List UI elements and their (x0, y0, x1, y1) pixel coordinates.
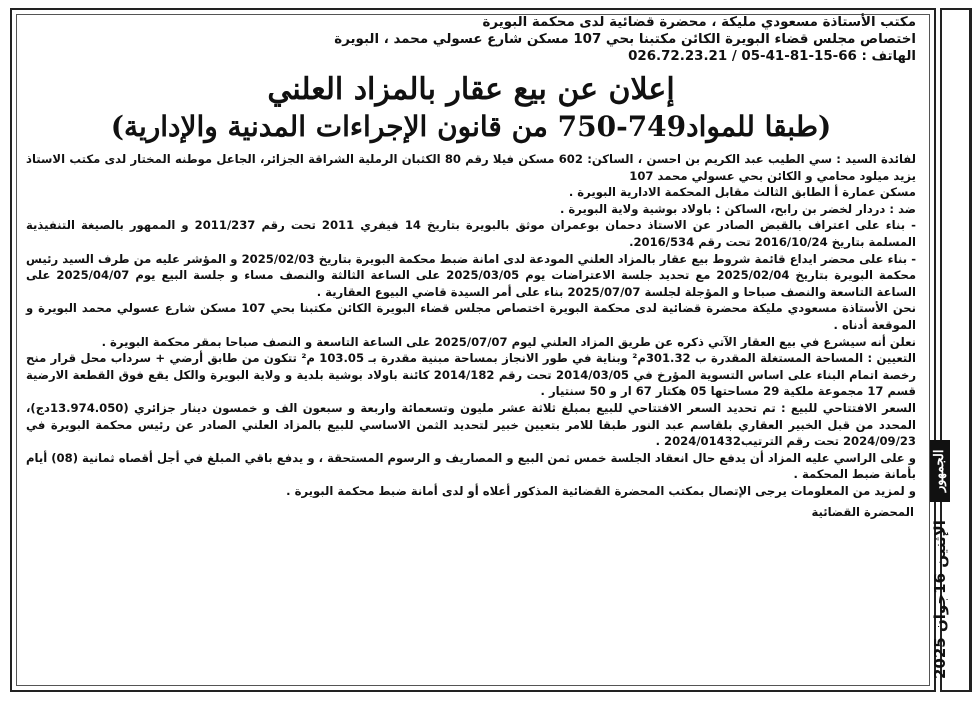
notice-body (26, 151, 916, 499)
header-line-address: اختصاص مجلس قضاء البويرة الكائن مكتبنا بحي 107 مسكن شارع عسولي محمد ، البويرة (334, 32, 916, 47)
sale-announcement: نعلن أنه سيشرع في بيع العقار الآتي ذكره عن طريق المزاد العلني ليوم 2025/07/07 على الساعة التاسعة و النصف صباحا بمقر محكمة البويرة . (101, 334, 916, 349)
bailiff-header (26, 14, 916, 65)
payment-terms: و على الراسي عليه المزاد أن يدفع حال انعقاد الجلسة خمس ثمن البيع و المصاريف و الرسوم المستحقة ، و يدفع باقي المبلغ في أجل أقصاه ثمانية (08) أيام بأمانة ضبط المحكمة . (26, 450, 916, 482)
beneficiary-paragraph: لفائدة السيد : سي الطيب عبد الكريم بن احسن ، الساكن: 602 مسكن فيلا رقم 80 الكثبان الرملية الشراقة الجزائر، الجاعل موطنه المختار لدى مكتب الاستاذ يزيد ميلود محامي و الكائن بحي عسولي محمد 107 (26, 152, 916, 183)
side-strip (928, 430, 952, 692)
bailiff-statement: نحن الأستاذة مسعودي مليكة محضرة قضائية لدى محكمة البويرة اختصاص مجلس قضاء البويرة الكائن مكتبنا بحي 107 مسكن شارع عسولي محمد البويرة و الموقعة أدناه . (26, 301, 916, 332)
beneficiary-address: مسكن عمارة أ الطابق الثالث مقابل المحكمة الادارية البويرة . (568, 185, 916, 200)
header-line-phone: الهاتف : 66-15-81-41-05 / 026.72.23.21 (628, 49, 916, 64)
issue-date: الإثنين 16جوان 2025 (931, 520, 949, 680)
header-line-office: مكتب الأستاذة مسعودي مليكة ، محضرة قضائية لدى محكمة البويرة (482, 15, 916, 30)
contact-info: و لمزيد من المعلومات يرجى الإتصال بمكتب المحضرة القضائية المذكور أعلاه أو لدى أمانة ضبط محكمة البويرة . (286, 483, 916, 498)
notice-content (26, 14, 916, 519)
notice-headline (26, 71, 916, 145)
newspaper-logo: الجمهور (930, 440, 950, 502)
opening-price: السعر الافتتاحي للبيع : تم تحديد السعر الافتتاحي للبيع بمبلغ ثلاثة عشر مليون وتسعمائة واربعة و سبعون الف و خمسون دينار جزائري (13.974.050دج)، المحدد من قبل الخبير العقاري بلقاسم عبد النور طبقا للامر بتعيين خبير لتحديد الثمن الاساسي للبيع بالمزاد العلني الصادر عن رئيس محكمة البويرة في 2024/09/23 تحت رقم الترتيب2024/01432 . (26, 400, 916, 449)
notice-subtitle: (طبقا للمواد749-750 من قانون الإجراءات المدنية والإدارية) (110, 110, 832, 143)
notice-title: إعلان عن بيع عقار بالمزاد العلني (267, 72, 675, 107)
property-designation: التعيين : المساحة المستغلة المقدرة ب 301.32م² وبناية في طور الانجاز بمساحة مبنية مقدرة بـ 103.05 م² تتكون من طابق أرضي + سرداب محل قرار منح رخصة اتمام البناء على اساس التسوية المؤرخ في 2014/03/05 تحت رقم 2014/182 كائنة باولاد بوشية بلدية و ولاية البويرة والكل يقع فوق القطعة الارضية قسم 17 مجموعة ملكية 29 مساحتها 05 هكتار 67 ار و 50 سنتيار . (26, 351, 916, 399)
basis-paragraph-1: - بناء على اعتراف بالقبض الصادر عن الاستاذ دحمان بوعمران موثق بالبويرة بتاريخ 14 فيفري 2011 تحت رقم 2011/237 و الممهور بالصيغة التنفيذية المسلمة بتاريخ 2016/10/24 تحت رقم 2016/534. (26, 218, 916, 249)
against-party: ضد : دردار لخضر بن رابح، الساكن : باولاد بوشية ولاية البويرة . (559, 201, 916, 216)
signature: المحضرة القضائية (811, 505, 914, 520)
basis-paragraph-2: - بناء على محضر ايداع قائمة شروط بيع عقار بالمزاد العلني المودعة لدى امانة ضبط محكمة البويرة بتاريخ 2025/02/03 و المؤشر عليه من طرف السيد رئيس محكمة البويرة بتاريخ 2025/02/04 مع تحديد جلسة الاعتراضات يوم 2025/03/05 على الساعة الثالثة والنصف مساء و جلسة البيع يوم 2025/04/07 على الساعة التاسعة والنصف صباحا و المؤجلة لجلسة 2025/07/07 بناء على أمر السيدة قاضي البيوع العقارية . (26, 251, 917, 299)
